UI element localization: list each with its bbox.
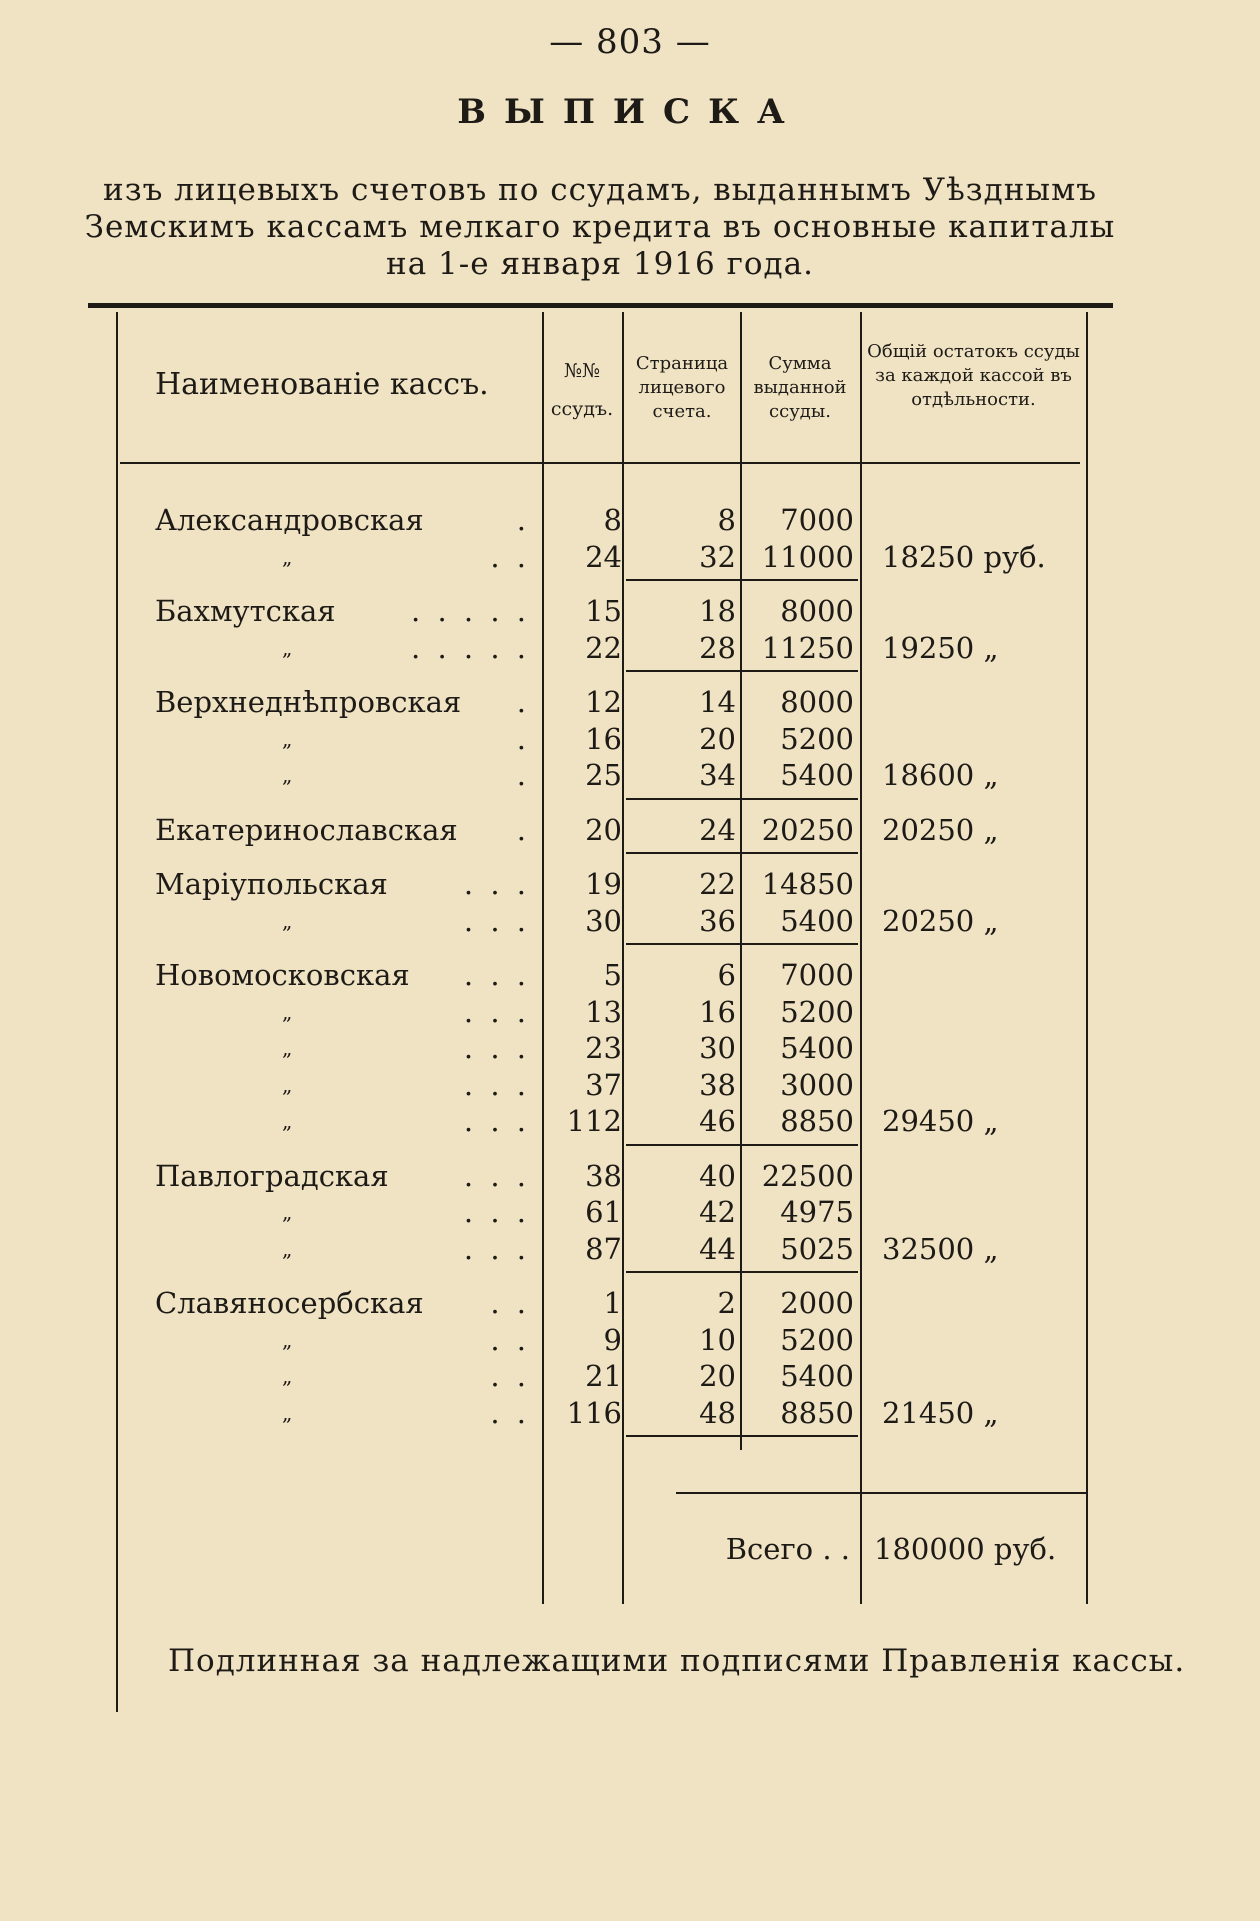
row-page: 24 (699, 812, 736, 847)
row-name-dots: . (516, 721, 530, 756)
row-loan-no: 24 (585, 539, 622, 574)
row-page: 18 (699, 594, 736, 628)
col-divider-3 (740, 312, 742, 1450)
row-balance: 32500 „ (882, 1231, 999, 1266)
row-name-dots: . . (490, 1286, 530, 1320)
row-amount: 5200 (780, 721, 854, 756)
row-name-dots: . . . . . (411, 630, 530, 665)
row-balance: 18250 руб. (882, 539, 1046, 574)
row-name-ditto: „ (282, 908, 293, 933)
row-loan-no: 15 (585, 594, 622, 628)
row-amount: 2000 (780, 1286, 854, 1320)
row-amount: 7000 (780, 503, 854, 537)
row-loan-no: 16 (585, 721, 622, 756)
header-balance: Общій остатокъ ссуды за каждой кассой въ отдѣльности. (867, 341, 1080, 410)
total-label: Всего . . (725, 1532, 850, 1566)
row-page: 28 (699, 630, 736, 665)
row-name-dots: . (516, 503, 530, 537)
total-value: 180000 руб. (874, 1532, 1057, 1566)
row-amount: 5200 (780, 1322, 854, 1357)
row-balance: 21450 „ (882, 1395, 999, 1430)
row-page: 42 (699, 1195, 736, 1229)
row-loan-no: 116 (566, 1395, 622, 1430)
row-amount: 11000 (761, 539, 854, 574)
row-name-dots: . . . (463, 1031, 530, 1065)
row-page: 46 (699, 1104, 736, 1138)
row-amount: 14850 (761, 867, 854, 901)
row-name-dots: . . . . . (411, 594, 530, 628)
row-loan-no: 37 (585, 1067, 622, 1102)
row-page: 36 (699, 903, 736, 938)
row-loan-no: 25 (585, 758, 622, 792)
col-divider-1 (542, 312, 544, 1604)
row-name: Павлоградская (155, 1158, 389, 1193)
row-amount: 20250 (761, 812, 854, 847)
table-top-rule (88, 303, 1113, 308)
row-amount: 7000 (780, 958, 854, 992)
row-name-dots: . . . (463, 1195, 530, 1229)
row-amount: 5025 (780, 1231, 854, 1266)
row-page: 20 (699, 1359, 736, 1393)
row-loan-no: 21 (585, 1359, 622, 1393)
table-right-border (1086, 312, 1088, 1604)
row-page: 14 (699, 685, 736, 719)
row-amount: 5400 (780, 1359, 854, 1393)
header-bottom-rule (120, 462, 1080, 464)
row-name-dots: . . . (463, 903, 530, 938)
row-balance: 19250 „ (882, 630, 999, 665)
header-name: Наименованіе кассъ. (155, 367, 489, 402)
row-loan-no: 8 (603, 503, 622, 537)
row-name: Александровская (155, 503, 424, 537)
row-name-ditto: „ (282, 726, 293, 751)
row-name-dots: . . (490, 539, 530, 574)
row-name-ditto: „ (282, 1200, 293, 1224)
row-name: Екатеринославская (155, 812, 458, 847)
row-name-ditto: „ (282, 1072, 293, 1097)
row-name-dots: . . . (463, 1231, 530, 1266)
row-name-ditto: „ (282, 763, 293, 787)
group-separator-rule (626, 798, 858, 800)
row-name-ditto: „ (282, 1036, 293, 1060)
row-amount: 3000 (780, 1067, 854, 1102)
document-subtitle: изъ лицевыхъ счетовъ по ссудамъ, выданнымъ Уѣзднымъ Земскимъ кассамъ мелкаго кредита въ основные капиталы на 1-е января 1916 года. (84, 172, 1116, 282)
row-name-dots: . . (490, 1359, 530, 1393)
row-name-dots: . (516, 812, 530, 847)
row-name: Новомосковская (155, 958, 410, 992)
row-loan-no: 61 (585, 1195, 622, 1229)
row-loan-no: 12 (585, 685, 622, 719)
col-divider-2 (622, 312, 624, 1604)
row-page: 40 (699, 1158, 736, 1193)
row-balance: 20250 „ (882, 903, 999, 938)
row-page: 30 (699, 1031, 736, 1065)
group-separator-rule (626, 1144, 858, 1146)
page-number: — 803 — (549, 22, 711, 62)
row-name: Бахмутская (155, 594, 336, 628)
row-amount: 22500 (761, 1158, 854, 1193)
row-loan-no: 23 (585, 1031, 622, 1065)
row-amount: 5400 (780, 1031, 854, 1065)
row-name: Славяносербская (155, 1286, 424, 1320)
row-name-dots: . . (490, 1322, 530, 1357)
document-title: ВЫПИСКА (457, 92, 803, 132)
row-loan-no: 22 (585, 630, 622, 665)
row-amount: 5400 (780, 758, 854, 792)
row-name-ditto: „ (282, 1400, 293, 1425)
row-name-dots: . (516, 685, 530, 719)
row-page: 34 (699, 758, 736, 792)
total-rule (676, 1492, 1088, 1494)
row-name-dots: . (516, 758, 530, 792)
header-loan-no: №№ ссудъ. (550, 360, 614, 420)
row-name-ditto: „ (282, 1236, 293, 1261)
row-balance: 29450 „ (882, 1104, 999, 1138)
col-divider-4 (860, 312, 862, 1604)
row-page: 2 (717, 1286, 736, 1320)
row-name-ditto: „ (282, 544, 293, 569)
row-name-ditto: „ (282, 999, 293, 1024)
row-page: 32 (699, 539, 736, 574)
row-name-dots: . . . (463, 1158, 530, 1193)
table-left-border (116, 312, 118, 1712)
row-page: 6 (717, 958, 736, 992)
header-page: Страница лицевого счета. (635, 353, 729, 422)
row-balance: 18600 „ (882, 758, 999, 792)
row-name-ditto: „ (282, 1364, 293, 1388)
row-name-dots: . . . (463, 867, 530, 901)
group-separator-rule (626, 670, 858, 672)
row-page: 48 (699, 1395, 736, 1430)
row-page: 22 (699, 867, 736, 901)
row-amount: 4975 (780, 1195, 854, 1229)
row-loan-no: 13 (585, 994, 622, 1029)
row-page: 44 (699, 1231, 736, 1266)
row-name-ditto: „ (282, 1109, 293, 1133)
header-amount: Сумма выданной ссуды. (753, 353, 847, 422)
row-loan-no: 5 (603, 958, 622, 992)
group-separator-rule (626, 579, 858, 581)
signature-note: Подлинная за надлежащими подписями Правленія кассы. (168, 1643, 1186, 1679)
row-amount: 5200 (780, 994, 854, 1029)
row-loan-no: 112 (566, 1104, 622, 1138)
row-page: 16 (699, 994, 736, 1029)
row-balance: 20250 „ (882, 812, 999, 847)
row-page: 8 (717, 503, 736, 537)
row-name-dots: . . . (463, 958, 530, 992)
row-name-dots: . . (490, 1395, 530, 1430)
row-amount: 8850 (780, 1395, 854, 1430)
group-separator-rule (626, 852, 858, 854)
row-amount: 8000 (780, 685, 854, 719)
row-amount: 8850 (780, 1104, 854, 1138)
row-name-ditto: „ (282, 635, 293, 660)
row-loan-no: 38 (585, 1158, 622, 1193)
row-page: 38 (699, 1067, 736, 1102)
row-page: 20 (699, 721, 736, 756)
row-loan-no: 30 (585, 903, 622, 938)
group-separator-rule (626, 943, 858, 945)
row-name-ditto: „ (282, 1327, 293, 1352)
row-page: 10 (699, 1322, 736, 1357)
row-name-dots: . . . (463, 1104, 530, 1138)
row-amount: 8000 (780, 594, 854, 628)
row-loan-no: 87 (585, 1231, 622, 1266)
row-name-dots: . . . (463, 1067, 530, 1102)
row-amount: 11250 (761, 630, 854, 665)
group-separator-rule (626, 1435, 858, 1437)
row-loan-no: 20 (585, 812, 622, 847)
row-loan-no: 9 (603, 1322, 622, 1357)
row-name: Верхнеднѣпровская (155, 685, 462, 719)
group-separator-rule (626, 1271, 858, 1273)
row-amount: 5400 (780, 903, 854, 938)
row-name: Маріупольская (155, 867, 388, 901)
row-name-dots: . . . (463, 994, 530, 1029)
row-loan-no: 19 (585, 867, 622, 901)
row-loan-no: 1 (603, 1286, 622, 1320)
